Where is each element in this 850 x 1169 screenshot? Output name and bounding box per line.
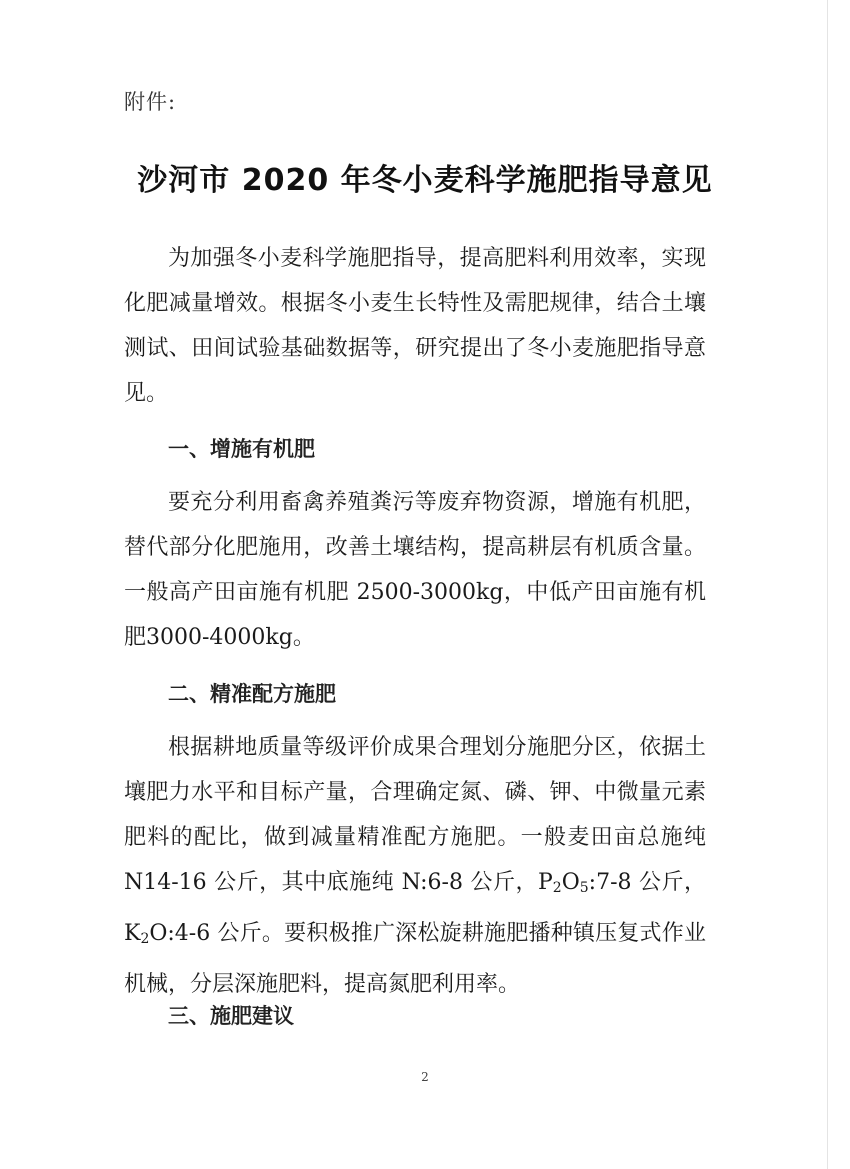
section-heading-2: 二、精准配方施肥: [168, 682, 336, 706]
section-heading-3: 三、施肥建议: [168, 1004, 294, 1028]
document-title: 沙河市 2020 年冬小麦科学施肥指导意见: [137, 163, 713, 198]
intro-paragraph: 为加强冬小麦科学施肥指导，提高肥料利用效率，实现化肥减量增效。根据冬小麦生长特性及需肥规律，结合土壤测试、田间试验基础数据等，研究提出了冬小麦施肥指导意见。: [124, 246, 706, 406]
k2o-subscript-2: 2: [140, 931, 150, 947]
p2o5-subscript-5: 5: [579, 880, 589, 896]
section-body-2: [124, 725, 706, 1007]
section-body-2-part-mid: :7-8 公斤，K: [124, 870, 706, 946]
section-heading-1: 一、增施有机肥: [168, 437, 315, 461]
attachment-label: 附件:: [124, 90, 177, 114]
section-body-2-part-a: 根据耕地质量等级评价成果合理划分施肥分区，依据土壤肥力水平和目标产量，合理确定氮、磷、钾、中微量元素肥料的配比，做到减量精准配方施肥。一般麦田亩总施纯N14-16 公斤，其中底施纯 N:6-8 公斤，P: [124, 735, 706, 895]
p2o5-oxygen: O: [561, 870, 580, 895]
section-body-1: 要充分利用畜禽养殖粪污等废弃物资源，增施有机肥，替代部分化肥施用，改善土壤结构，提高耕层有机质含量。一般高产田亩施有机肥 2500-3000kg，中低产田亩施有机肥3000-4000kg。: [124, 490, 706, 650]
page-number: 2: [421, 1070, 429, 1084]
section-body-2-part-b: O:4-6 公斤。要积极推广深松旋耕施肥播种镇压复式作业机械，分层深施肥料，提高氮肥利用率。: [124, 921, 706, 997]
p2o5-subscript-2: 2: [552, 880, 562, 896]
